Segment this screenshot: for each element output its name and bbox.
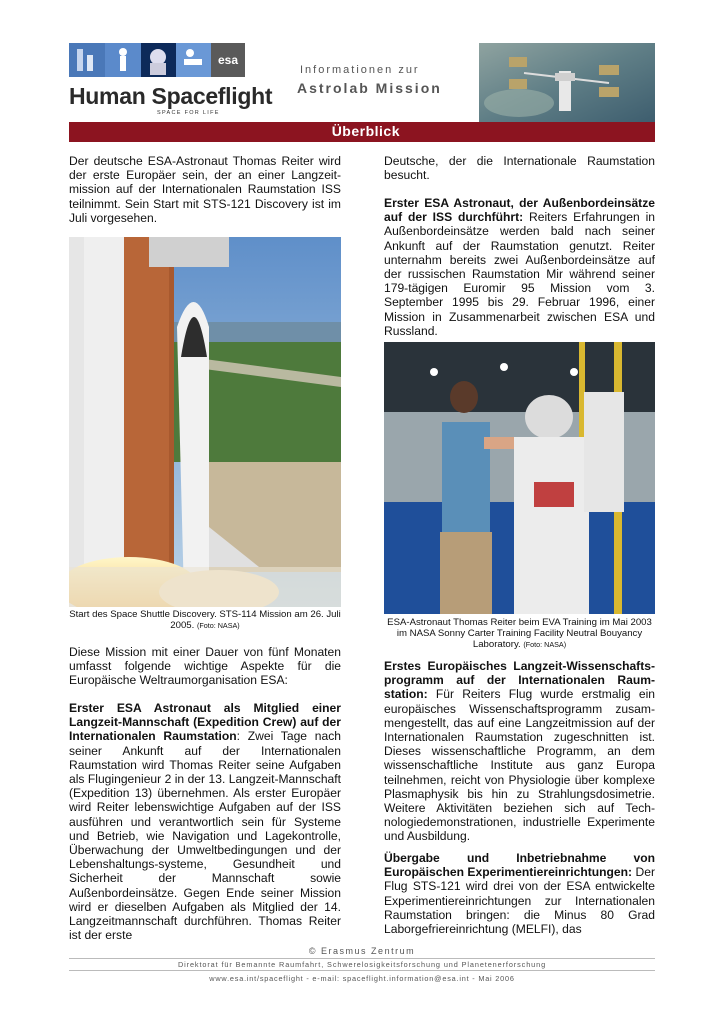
esa-logo: esa — [211, 43, 245, 77]
right-science-paragraph — [384, 659, 655, 844]
footer-directorate: Direktorat für Bemannte Raumfahrt, Schwerelosigkeitsforschung und Planetenerforschung — [177, 960, 547, 969]
right-photo-caption — [384, 617, 655, 650]
left-intro-paragraph: Der deutsche ESA-Astronaut Thomas Reiter wird der erste Europäer sein, der an einer Langzeit-mission auf der Internationalen Raumstation ISS teilnimmt. Sein Start mit STS-121 Discovery ist im Juli vorgesehen. — [69, 154, 341, 225]
iss-photo — [479, 43, 655, 123]
footer-contact: www.esa.int/spaceflight - e-mail: spaceflight.information@esa.int - Mai 2006 — [209, 974, 515, 983]
banner-title: Überblick — [331, 123, 400, 139]
shuttle-launch-photo — [69, 237, 341, 607]
right-science-heading: Erstes Europäisches Langzeit-Wissenschafts-programm auf der Internationalen Raum-station: — [384, 659, 655, 702]
section-banner — [69, 122, 655, 142]
right-intro-paragraph: Deutsche, der die Internationale Raumstation besucht. — [384, 154, 655, 183]
footer-divider-top — [69, 958, 655, 959]
footer-copyright: © Erasmus Zentrum — [308, 946, 416, 956]
human-spaceflight-logo — [69, 43, 273, 125]
right-eva-text: Reiters Erfahrungen in Außenbordeinsätze werden bald nach seiner Ankunft auf der Raumstation genutzt. Reiter unternahm bereits zwei Außenbordeinsätze auf der russischen Raumstation Mir während seiner 179-tägigen Euromir 95 Mission vom 3. September 1995 bis 29. Februar 1996, einer Mission in Zusammenarbeit zwischen ESA und Russland. — [384, 210, 655, 338]
right-science-text: Für Reiters Flug wurde erstmalig ein europäisches Wissenschaftsprogramm zusam-mengestellt, das auf eine Langzeitmission auf der Internationalen Raumstation zugeschnitten ist. Dieses wissenschaftliche Programm, an dem wissenschaftliche Institute aus ganz Europa teilnehmen, reicht von Physiologie über komplexe Plasmaphysik bis hin zu Strahlungsdosimetrie. Weitere Aktivitäten beziehen sich auf Tech-nologiedemonstrationen, industrielle Experimente und Ausbildung. — [384, 687, 655, 844]
left-expedition-heading: Erster ESA Astronaut als Mitglied einer Langzeit-Mannschaft (Expedition Crew) auf der Internationalen Raumstation — [69, 701, 341, 744]
logo-tile-4 — [176, 43, 211, 77]
mission-title: Astrolab Mission — [297, 80, 442, 96]
logo-subtitle: SPACE FOR LIFE — [157, 110, 220, 116]
right-handover-text: Der Flug STS-121 wird drei von der ESA entwickelte Experimentiereinrichtungen zur Internationalen Raumstation bringen: die Minus 80 Grad Laborgefriereinrichtung (MELFI), das — [384, 865, 655, 937]
left-caption-text: Start des Space Shuttle Discovery. STS-114 Mission am 26. Juli 2005. — [69, 609, 341, 631]
logo-tile-2 — [105, 43, 141, 77]
info-line: Informationen zur — [300, 64, 420, 76]
left-expedition-paragraph — [69, 701, 341, 942]
left-caption-credit: (Foto: NASA) — [196, 621, 240, 630]
right-eva-heading: Erster ESA Astronaut, der Außenbordeinsätze auf der ISS durchführt: — [384, 196, 655, 225]
right-handover-paragraph — [384, 851, 655, 936]
eva-training-photo — [384, 342, 655, 614]
right-caption-text: ESA-Astronaut Thomas Reiter beim EVA Training im Mai 2003 im NASA Sonny Carter Training Facility Neutral Bouyancy Laboratory. — [387, 617, 652, 650]
left-photo-caption — [69, 609, 341, 631]
logo-tile-1 — [69, 43, 105, 77]
right-handover-heading: Übergabe und Inbetriebnahme von Europäischen Experimentiereinrichtungen: — [384, 851, 655, 880]
logo-title: Human Spaceflight — [69, 83, 273, 109]
left-expedition-text: : Zwei Tage nach seiner Ankunft auf der Internationalen Raumstation wird Thomas Reiter seine Aufgaben als Flugingenieur 2 in der 13. Langzeit-Mannschaft (Expedition 13) übernehmen. Als erster Europäer wird Reiter lebenswichtige Aufgaben auf der ISS ausführen und verantwortlich sein für Systeme und Betrieb, wie Navigation und Lagekontrolle, Überwachung der Umweltbedingungen und der Lebenshaltungs-systeme, Gesundheit und Sicherheit der Mannschaft sowie Außenbordeinsätze. Gegen Ende seiner Mission wird er dieselben Aufgaben als Mitglied der 14. Langzeitmannschaft durchführen. Thomas Reiter ist der erste — [69, 729, 341, 943]
left-mission-paragraph: Diese Mission mit einer Dauer von fünf Monaten umfasst folgende wichtige Aspekte für die Europäische Weltraumorganisation ESA: — [69, 645, 341, 688]
logo-tile-3 — [141, 43, 176, 77]
right-caption-credit: (Foto: NASA) — [523, 640, 567, 649]
right-eva-paragraph — [384, 196, 655, 338]
footer-divider-bottom — [69, 970, 655, 971]
